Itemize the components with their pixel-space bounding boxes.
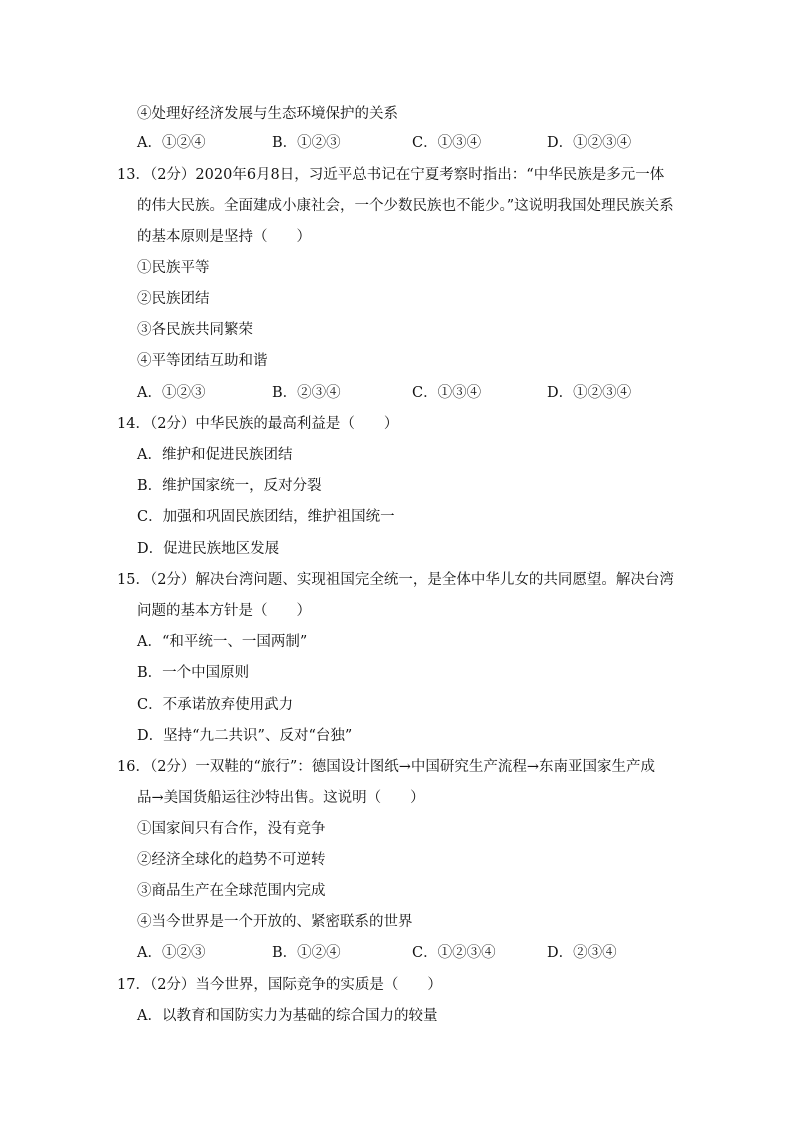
question-12-option-c: C．①③④ bbox=[412, 135, 482, 151]
question-17-option-a: A．以教育和国防实力为基础的综合国力的较量 bbox=[137, 1008, 438, 1024]
question-14-stem: 14．（2分）中华民族的最高利益是（ ） bbox=[117, 416, 399, 432]
question-12-option-d: D．①②③④ bbox=[547, 135, 632, 151]
question-16-stem-line-2: 品→美国货船运往沙特出售。这说明（ ） bbox=[137, 790, 425, 806]
question-12-option-b: B．①②③ bbox=[272, 135, 341, 151]
question-14-option-c: C．加强和巩固民族团结，维护祖国统一 bbox=[137, 509, 395, 525]
question-14-option-a: A．维护和促进民族团结 bbox=[137, 447, 293, 463]
question-16-option-a: A．①②③ bbox=[137, 945, 206, 961]
question-13-option-b: B．②③④ bbox=[272, 385, 341, 401]
question-15-option-a: A．“和平统一、一国两制” bbox=[137, 634, 308, 650]
question-13-stem-line-1: 13．（2分）2020年6月8日，习近平总书记在宁夏考察时指出：“中华民族是多元一体 bbox=[117, 167, 665, 183]
question-15-option-d: D．坚持“九二共识”、反对“台独” bbox=[137, 728, 353, 744]
question-13-item-4: ④平等团结互助和谐 bbox=[137, 353, 268, 369]
question-15-stem-line-2: 问题的基本方针是（ ） bbox=[137, 603, 311, 619]
question-13-stem-line-3: 的基本原则是坚持（ ） bbox=[137, 229, 311, 245]
question-13-item-1: ①民族平等 bbox=[137, 260, 210, 276]
question-13-item-3: ③各民族共同繁荣 bbox=[137, 322, 253, 338]
question-16-option-d: D．②③④ bbox=[547, 945, 617, 961]
question-13-stem-line-2: 的伟大民族。全面建成小康社会，一个少数民族也不能少。”这说明我国处理民族关系 bbox=[137, 198, 674, 214]
question-12-item-4: ④处理好经济发展与生态环境保护的关系 bbox=[137, 106, 398, 122]
question-13-option-d: D．①②③④ bbox=[547, 385, 632, 401]
question-16-option-c: C．①②③④ bbox=[412, 945, 496, 961]
question-15-option-c: C．不承诺放弃使用武力 bbox=[137, 697, 294, 713]
question-13-option-a: A．①②③ bbox=[137, 385, 206, 401]
question-16-item-4: ④当今世界是一个开放的、紧密联系的世界 bbox=[137, 914, 413, 930]
question-16-item-1: ①国家间只有合作，没有竞争 bbox=[137, 821, 326, 837]
question-12-option-a: A．①②④ bbox=[137, 135, 206, 151]
question-14-option-d: D．促进民族地区发展 bbox=[137, 541, 280, 557]
question-15-option-b: B．一个中国原则 bbox=[137, 665, 250, 681]
question-13-option-c: C．①③④ bbox=[412, 385, 482, 401]
question-13-item-2: ②民族团结 bbox=[137, 291, 210, 307]
question-16-item-2: ②经济全球化的趋势不可逆转 bbox=[137, 852, 326, 868]
question-16-item-3: ③商品生产在全球范围内完成 bbox=[137, 883, 326, 899]
question-16-stem-line-1: 16．（2分）一双鞋的“旅行”：德国设计图纸→中国研究生产流程→东南亚国家生产成 bbox=[117, 759, 656, 775]
question-17-stem: 17．（2分）当今世界，国际竞争的实质是（ ） bbox=[117, 977, 442, 993]
question-14-option-b: B．维护国家统一，反对分裂 bbox=[137, 478, 322, 494]
question-15-stem-line-1: 15．（2分）解决台湾问题、实现祖国完全统一，是全体中华儿女的共同愿望。解决台湾 bbox=[117, 572, 674, 588]
question-16-option-b: B．①②④ bbox=[272, 945, 341, 961]
